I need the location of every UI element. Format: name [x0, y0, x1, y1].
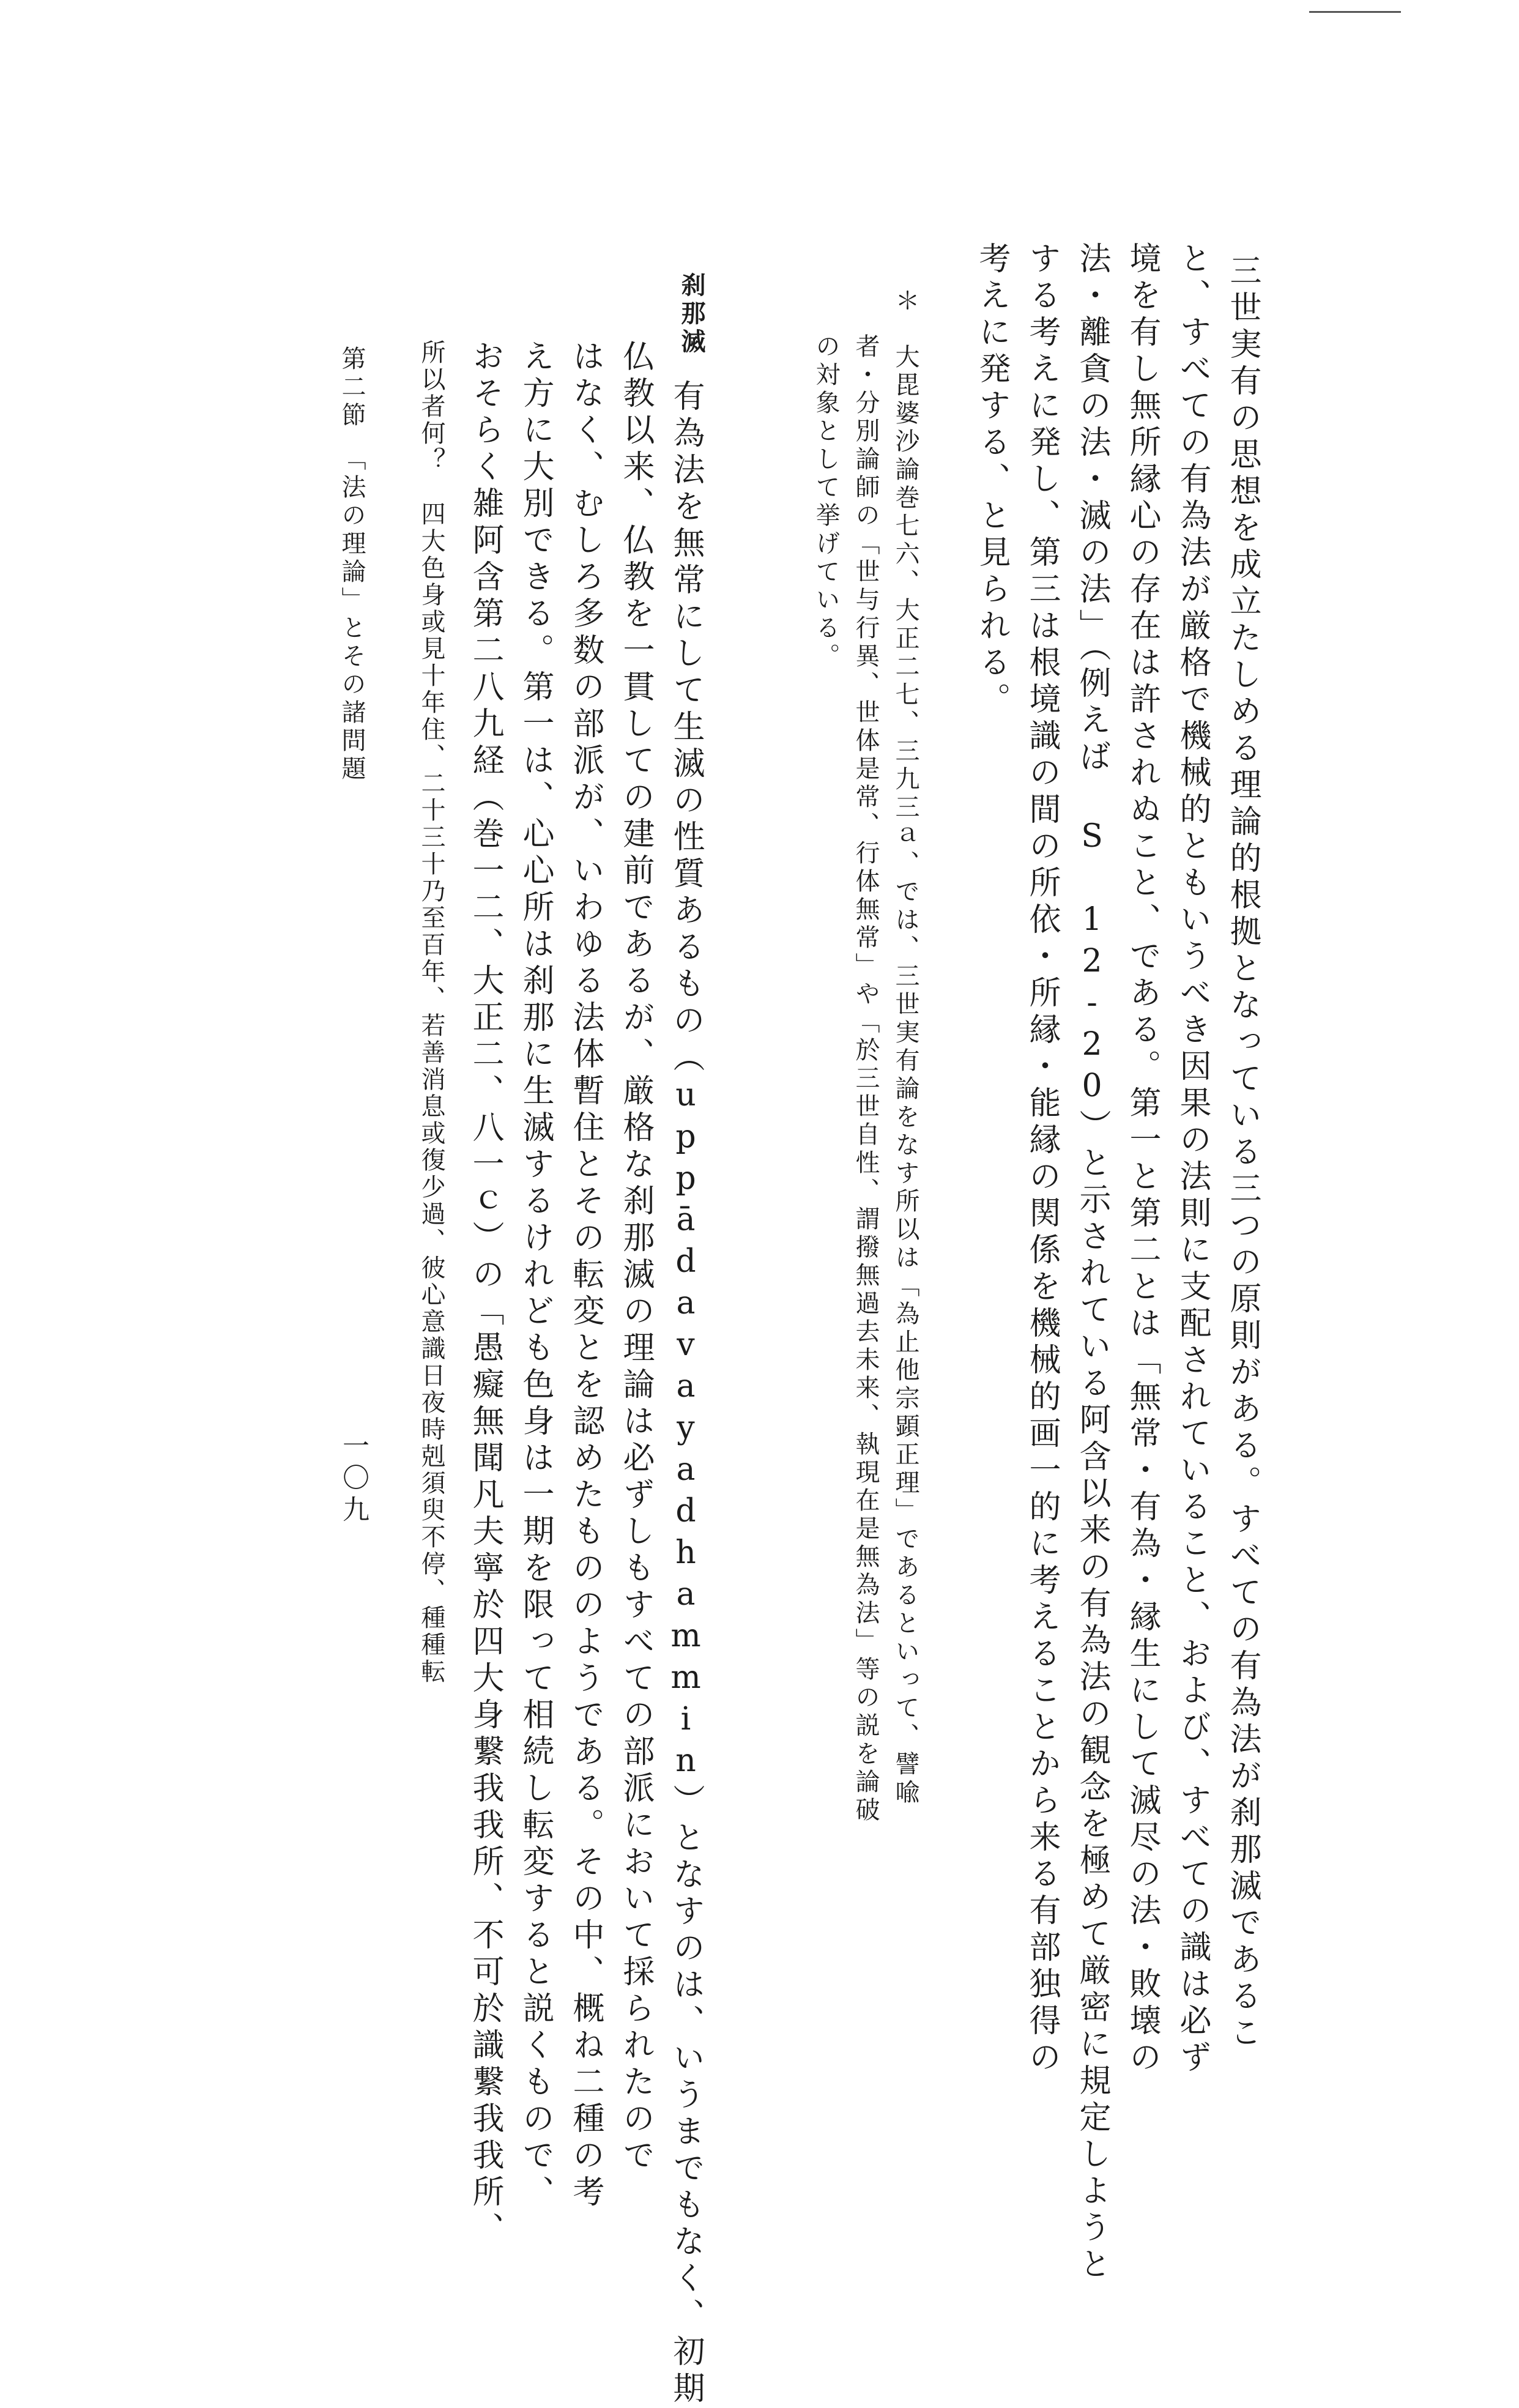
- section-line-6: 所以者何？ 四大色身或見十年住、二十三十乃至百年、若善消息或復少過、彼心意識日夜時剋須臾不停、種種転: [417, 340, 445, 1685]
- paragraph1-line-6: 考えに発する、と見られる。: [973, 242, 1010, 719]
- section-line-3: はなく、むしろ多数の部派が、いわゆる法体暫住とその転変とを認めたもののようである。その中、概ね二種の考: [567, 340, 604, 2212]
- section-line-2: 仏教以来、仏教を一貫しての建前であるが、厳格な刹那滅の理論は必ずしもすべての部派において採られたので: [617, 340, 654, 2175]
- paragraph1-line-1: 三世実有の思想を成立たしめる理論的根拠となっている三つの原則がある。すべての有為法が刹那滅であるこ: [1224, 254, 1261, 2053]
- section-line-4: え方に大別できる。第一は、心心所は刹那に生滅するけれども色身は一期を限って相続し転変すると説くもので、: [517, 340, 554, 2212]
- footnote-line-1: ＊ 大毘婆沙論巻七六、大正二七、三九三ａ、では、三世実有論をなす所以は「為止他宗顕正理」であるといって、譬喩: [891, 288, 919, 1807]
- running-title: 第二節 「法の理論」とその諸問題: [338, 346, 366, 784]
- footnote-line-2: 者・分別論師の「世与行異、世体是常、行体無常」や「於三世自性、謂撥無過去未来、執現在是無為法」等の説を論破: [852, 333, 880, 1825]
- section-heading: 刹那滅: [677, 272, 706, 357]
- section-line-1: 有為法を無常にして生滅の性質あるもの（uppādavayadhammin）となすのは、いうまでもなく、初期: [667, 379, 704, 2408]
- paragraph1-line-4: 法・離貪の法・滅の法」（例えば S 12-20）と示されている阿含以来の有為法の観念を極めて厳密に規定しようと: [1074, 242, 1110, 2284]
- scan-edge-rule: [1309, 11, 1401, 13]
- paragraph1-line-5: する考えに発し、第三は根境識の間の所依・所縁・能縁の関係を機械的画一的に考えることから来る有部独得の: [1023, 242, 1060, 2077]
- paragraph1-line-3: 境を有し無所縁心の存在は許されぬこと、である。第一と第二とは「無常・有為・縁生にして滅尽の法・敗壊の: [1124, 242, 1161, 2077]
- paragraph1-line-2: と、すべての有為法が厳格で機械的ともいうべき因果の法則に支配されていること、および、すべての識は必ず: [1174, 242, 1211, 2077]
- footnote-line-3: の対象として挙げている。: [812, 333, 840, 671]
- page-number: 一〇九: [338, 1432, 369, 1527]
- section-line-5: おそらく雑阿含第二八九経（巻一二、大正二、八一ｃ）の「愚癡無聞凡夫寧於四大身繋我我所、不可於識繋我我所、: [467, 340, 503, 2248]
